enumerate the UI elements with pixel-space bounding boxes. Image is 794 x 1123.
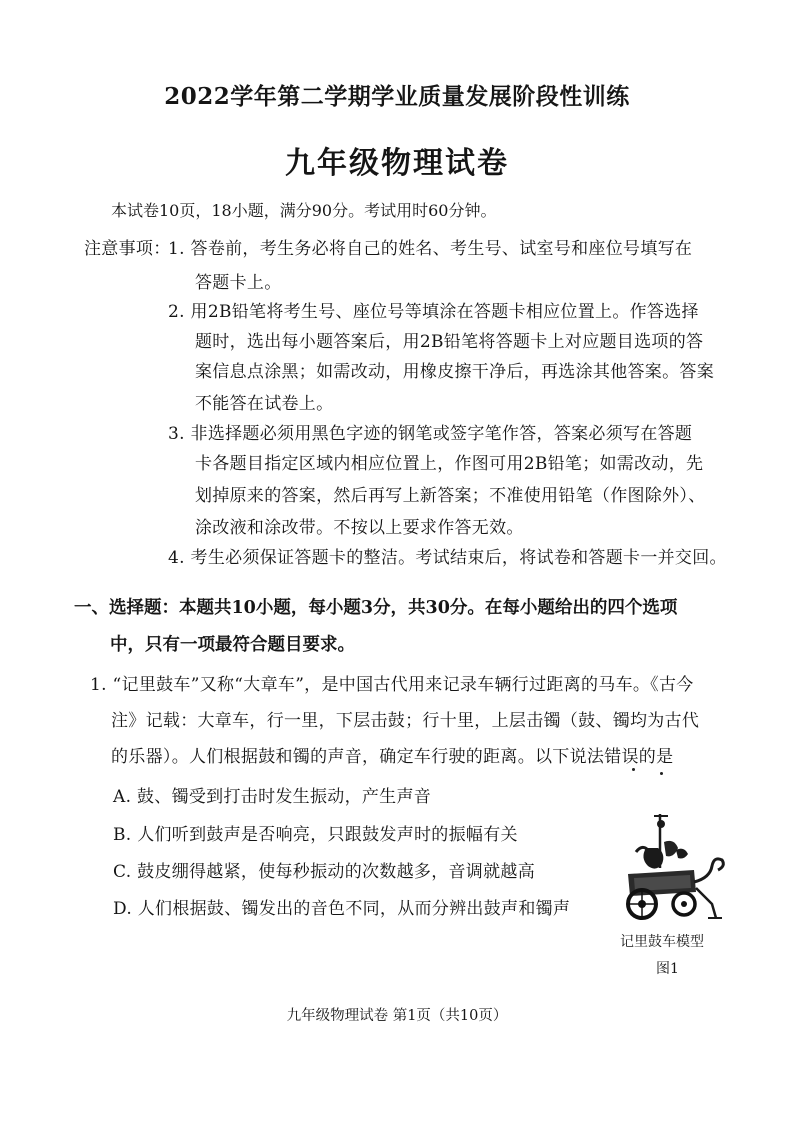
question-1-stem-line-3: 的乐器）。人们根据鼓和镯的声音，确定车行驶的距离。以下说法错误的是: [111, 747, 674, 767]
speck-mark: [632, 768, 635, 771]
figure-label: 图1: [656, 961, 679, 977]
page-footer: 九年级物理试卷 第1页（共10页）: [286, 1008, 508, 1024]
question-1-option-d: D. 人们根据鼓、镯发出的音色不同，从而分辨出鼓声和镯声: [113, 899, 571, 919]
exam-subtitle: 九年级物理试卷: [285, 146, 509, 181]
figure-caption: 记里鼓车模型: [620, 934, 704, 950]
exam-title: 2022学年第二学期学业质量发展阶段性训练: [164, 83, 630, 110]
drum-cart-figure: [612, 808, 730, 933]
notice-item-1-line-2: 答题卡上。: [195, 273, 282, 293]
question-1-option-c: C. 鼓皮绷得越紧，使每秒振动的次数越多，音调就越高: [113, 862, 536, 882]
question-1-stem-line-1: 1. “记里鼓车”又称“大章车”，是中国古代用来记录车辆行过距离的马车。《古今: [90, 675, 694, 695]
section-1-heading: 一、选择题：本题共10小题，每小题3分，共30分。在每小题给出的四个选项: [74, 598, 678, 618]
question-1-option-b: B. 人们听到鼓声是否响亮，只跟鼓发声时的振幅有关: [113, 825, 518, 845]
notice-item-2-line-3: 案信息点涂黑；如需改动，用橡皮擦干净后，再选涂其他答案。答案: [195, 362, 714, 382]
notice-item-3-line-3: 划掉原来的答案，然后再写上新答案；不准使用铅笔（作图除外）、: [195, 486, 706, 506]
notice-item-4-line-1: 4. 考生必须保证答题卡的整洁。考试结束后，将试卷和答题卡一并交回。: [168, 548, 727, 568]
speck-mark: [660, 772, 663, 775]
notice-item-1-line-1: 1. 答卷前，考生务必将自己的姓名、考生号、试室号和座位号填写在: [168, 239, 693, 259]
notice-item-2-line-1: 2. 用2B铅笔将考生号、座位号等填涂在答题卡相应位置上。作答选择: [168, 302, 699, 322]
question-1-stem-line-2: 注》记载：大章车，行一里，下层击鼓；行十里，上层击镯（鼓、镯均为古代: [111, 711, 700, 731]
question-1-option-a: A. 鼓、镯受到打击时发生振动，产生声音: [113, 787, 432, 807]
notice-label: 注意事项：: [84, 239, 171, 259]
notice-item-3-line-1: 3. 非选择题必须用黑色字迹的钢笔或签字笔作答，答案必须写在答题: [168, 424, 693, 444]
exam-intro: 本试卷10页，18小题，满分90分。考试用时60分钟。: [111, 201, 497, 220]
notice-item-2-line-4: 不能答在试卷上。: [195, 394, 334, 414]
section-1-heading-cont: 中，只有一项最符合题目要求。: [110, 635, 355, 655]
notice-item-3-line-2: 卡各题目指定区域内相应位置上，作图可用2B铅笔；如需改动，先: [195, 454, 704, 474]
notice-item-3-line-4: 涂改液和涂改带。不按以上要求作答无效。: [195, 518, 524, 538]
notice-item-2-line-2: 题时，选出每小题答案后，用2B铅笔将答题卡上对应题目选项的答: [195, 332, 704, 352]
